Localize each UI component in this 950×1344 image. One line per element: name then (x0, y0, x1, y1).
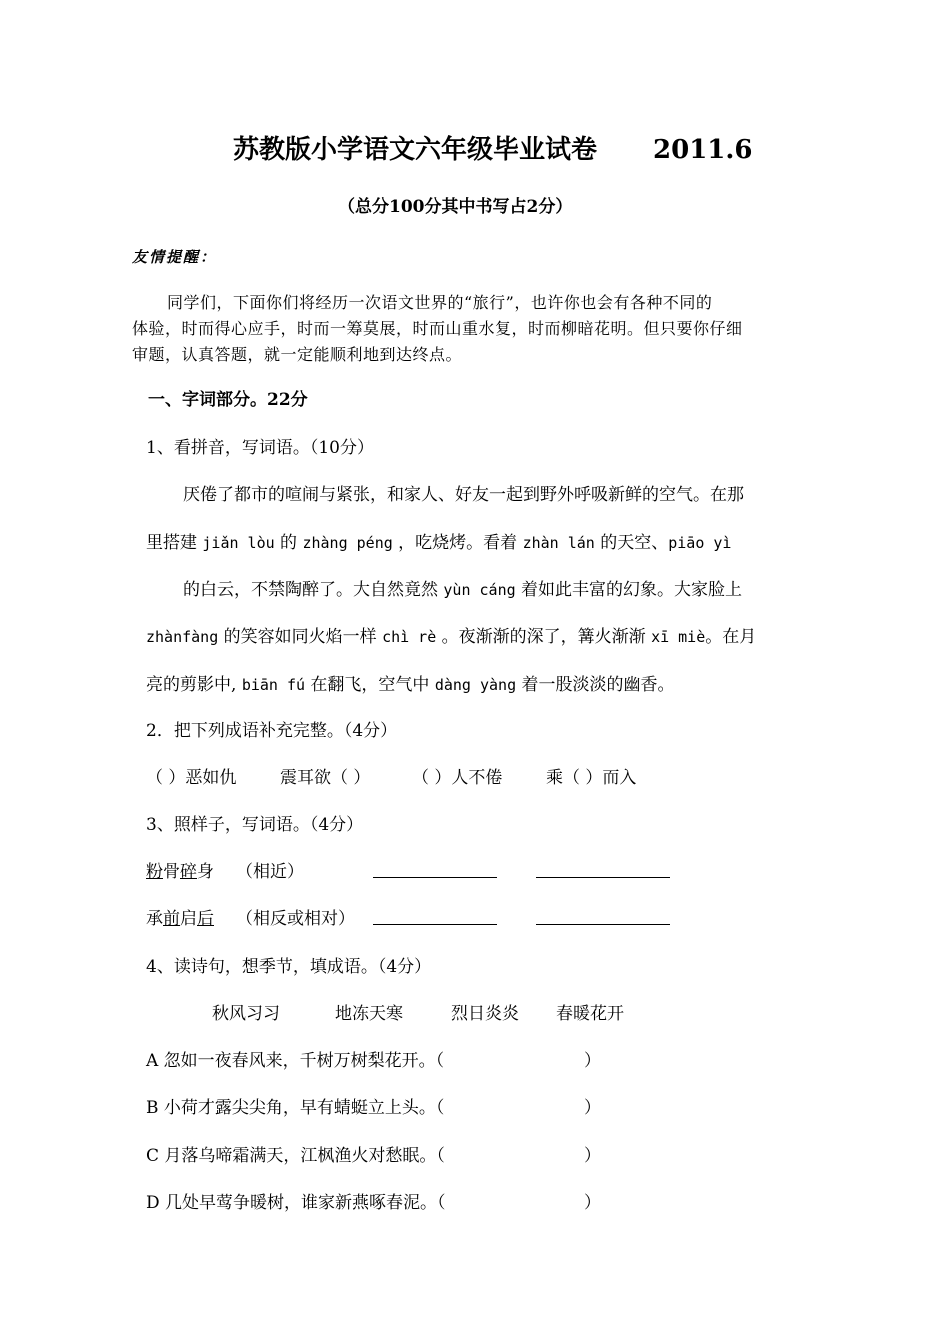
text-seg: 着如此丰富的幻象。大家脸上 (515, 580, 743, 600)
text-seg: 里搭建 (146, 533, 203, 553)
char-underlined: 碎 (180, 862, 197, 882)
q4-option-2: 地冻天寒 (335, 1004, 403, 1024)
char: 骨 (163, 862, 180, 882)
q4-item-a-close: ） (584, 1051, 601, 1071)
q1-line-5 (146, 674, 675, 696)
q1-line-2 (146, 532, 731, 554)
char-underlined: 后 (197, 909, 214, 929)
tip-line-2: 体验，时而得心应手，时而一筹莫展，时而山重水复，时而柳暗花明。但只要你仔细 (132, 319, 743, 338)
q2-heading: 2．把下列成语补充完整。（4分） (146, 721, 398, 741)
q4-heading: 4、读诗句，想季节，填成语。（4分） (146, 957, 432, 977)
q2-item-4: 乘（ ）而入 (546, 768, 637, 788)
text-seg: 着一股淡淡的幽香。 (516, 675, 675, 695)
q3-note-opposite: （相反或相对） (236, 909, 355, 929)
q3-blank-1a[interactable] (373, 861, 497, 884)
pinyin-xi-mie: xī miè (651, 628, 706, 646)
q4-item-b-close: ） (584, 1098, 601, 1118)
char: 承 (146, 909, 163, 929)
text-seg: 亮的剪影中, (146, 675, 242, 695)
tip-label: 友情提醒： (132, 248, 218, 266)
q1-line-1: 厌倦了都市的喧闹与紧张，和家人、好友一起到野外呼吸新鲜的空气。在那 (183, 485, 744, 505)
q2-item-3: （ ）人不倦 (412, 768, 503, 788)
pinyin-dang-yang: dàng yàng (434, 676, 517, 694)
pinyin-zhan-fang: zhànfàng (146, 628, 219, 646)
text-seg: 的天空、 (594, 533, 669, 553)
pinyin-chi-re: chì rè (382, 628, 437, 646)
q3-blank-1b[interactable] (536, 861, 670, 884)
q3-example-2 (146, 908, 355, 930)
pinyin-bian-fu: biān fú (241, 676, 306, 694)
q4-option-4: 春暖花开 (556, 1004, 624, 1024)
q4-item-c: C 月落乌啼霜满天，江枫渔火对愁眠。（ (146, 1146, 445, 1166)
q4-item-c-close: ） (584, 1146, 601, 1166)
text-seg: 。夜渐渐的深了，篝火渐渐 (436, 627, 652, 647)
title-date: 2011.6 (653, 135, 753, 165)
pinyin-jian-lou: jiǎn lòu (202, 534, 275, 552)
title-text: 苏教版小学语文六年级毕业试卷 (233, 135, 598, 165)
pinyin-piao-yi: piāo yì (668, 534, 732, 552)
text-seg: 的白云，不禁陶醉了。大自然竟然 (183, 580, 444, 600)
char: 身 (197, 862, 214, 882)
pinyin-zhang-peng: zhàng péng (302, 534, 393, 552)
q4-option-3: 烈日炎炎 (451, 1004, 519, 1024)
text-seg: 的 (274, 533, 303, 553)
q3-example-1 (146, 861, 304, 883)
q2-item-2: 震耳欲（ ） (280, 768, 371, 788)
q3-heading: 3、照样子，写词语。（4分） (146, 815, 364, 835)
text-seg: ，吃烧烤。看着 (392, 533, 523, 553)
char-underlined: 粉 (146, 862, 163, 882)
section-1-heading: 一、字词部分。22分 (148, 390, 308, 410)
char: 启 (180, 909, 197, 929)
tip-line-3: 审题，认真答题，就一定能顺利地到达终点。 (132, 345, 463, 364)
q4-item-d: D 几处早莺争暖树，谁家新燕啄春泥。（ (146, 1193, 446, 1213)
q3-note-similar: （相近） (236, 862, 304, 882)
q4-option-1: 秋风习习 (212, 1004, 280, 1024)
q1-line-4 (146, 626, 756, 648)
q3-blank-2a[interactable] (373, 908, 497, 931)
q1-line-3 (183, 579, 742, 601)
page-title (233, 134, 753, 166)
tip-line-1: 同学们，下面你们将经历一次语文世界的“旅行”，也许你也会有各种不同的 (167, 293, 713, 312)
pinyin-zhan-lan: zhàn lán (522, 534, 595, 552)
text-seg: 。在月 (705, 627, 757, 647)
char-underlined: 前 (163, 909, 180, 929)
pinyin-yun-cang: yùn cáng (443, 581, 516, 599)
q1-heading: 1、看拼音，写词语。（10分） (146, 438, 374, 458)
q4-item-b: B 小荷才露尖尖角，早有蜻蜓立上头。（ (146, 1098, 445, 1118)
q2-item-1: （ ）恶如仇 (146, 768, 237, 788)
text-seg: 的笑容如同火焰一样 (218, 627, 383, 647)
subtitle: （总分100分其中书写占2分） (338, 197, 573, 217)
q3-blank-2b[interactable] (536, 908, 670, 931)
q4-item-d-close: ） (584, 1193, 601, 1213)
text-seg: 在翻飞，空气中 (305, 675, 435, 695)
q4-item-a: A 忽如一夜春风来，千树万树梨花开。（ (146, 1051, 445, 1071)
